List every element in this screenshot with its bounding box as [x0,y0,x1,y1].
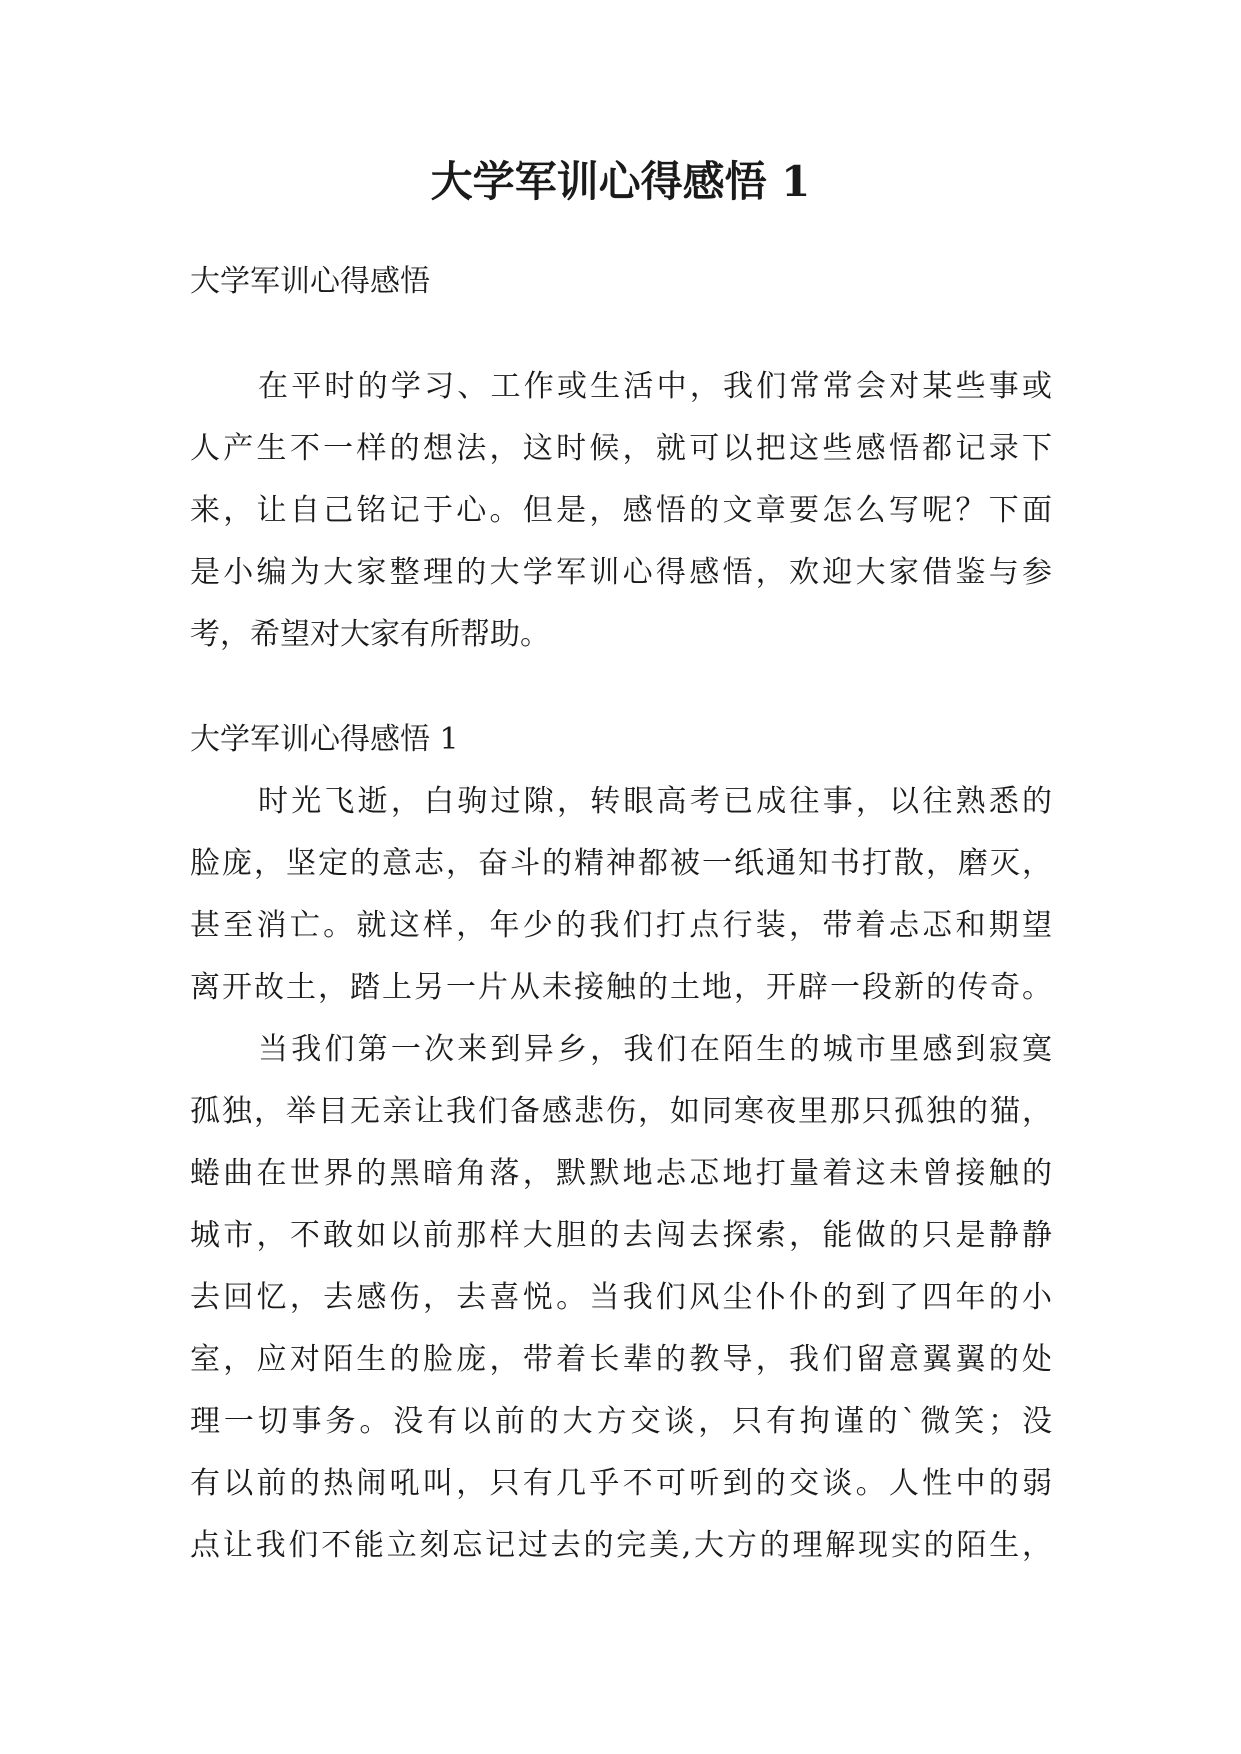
paragraph-line: 当我们第一次来到异乡，我们在陌生的城市里感到寂寞 [258,1032,1052,1067]
paragraph-line: 甚至消亡。就这样，年少的我们打点行装，带着忐忑和期望 [190,908,1052,943]
intro-line: 是小编为大家整理的大学军训心得感悟，欢迎大家借鉴与参 [190,555,1052,590]
paragraph-line: 蜷曲在世界的黑暗角落，默默地忐忑地打量着这未曾接触的 [190,1156,1052,1191]
paragraph-line: 去回忆，去感伤，去喜悦。当我们风尘仆仆的到了四年的小 [190,1280,1052,1315]
document-title: 大学军训心得感悟 1 [430,157,811,206]
intro-line: 考，希望对大家有所帮助。 [190,617,550,652]
paragraph-line: 室，应对陌生的脸庞，带着长辈的教导，我们留意翼翼的处 [190,1342,1052,1377]
paragraph-line: 城市，不敢如以前那样大胆的去闯去探索，能做的只是静静 [190,1218,1052,1253]
intro-line: 人产生不一样的想法，这时候，就可以把这些感悟都记录下 [190,431,1052,466]
document-subtitle: 大学军训心得感悟 [190,264,430,299]
paragraph-line: 时光飞逝，白驹过隙，转眼高考已成往事，以往熟悉的 [258,784,1052,819]
paragraph-line: 脸庞，坚定的意志，奋斗的精神都被一纸通知书打散，磨灭， [190,846,1052,881]
paragraph-line: 孤独，举目无亲让我们备感悲伤，如同寒夜里那只孤独的猫， [190,1094,1052,1129]
paragraph-line: 理一切事务。没有以前的大方交谈，只有拘谨的`微笑；没 [190,1404,1052,1439]
intro-line: 来，让自己铭记于心。但是，感悟的文章要怎么写呢？下面 [190,493,1052,528]
section-heading: 大学军训心得感悟 1 [190,722,459,757]
paragraph-line: 离开故土，踏上另一片从未接触的土地，开辟一段新的传奇。 [190,970,1052,1005]
intro-line: 在平时的学习、工作或生活中，我们常常会对某些事或 [258,369,1052,404]
paragraph-line: 点让我们不能立刻忘记过去的完美,大方的理解现实的陌生， [190,1528,1052,1563]
paragraph-line: 有以前的热闹吼叫，只有几乎不可听到的交谈。人性中的弱 [190,1466,1052,1501]
